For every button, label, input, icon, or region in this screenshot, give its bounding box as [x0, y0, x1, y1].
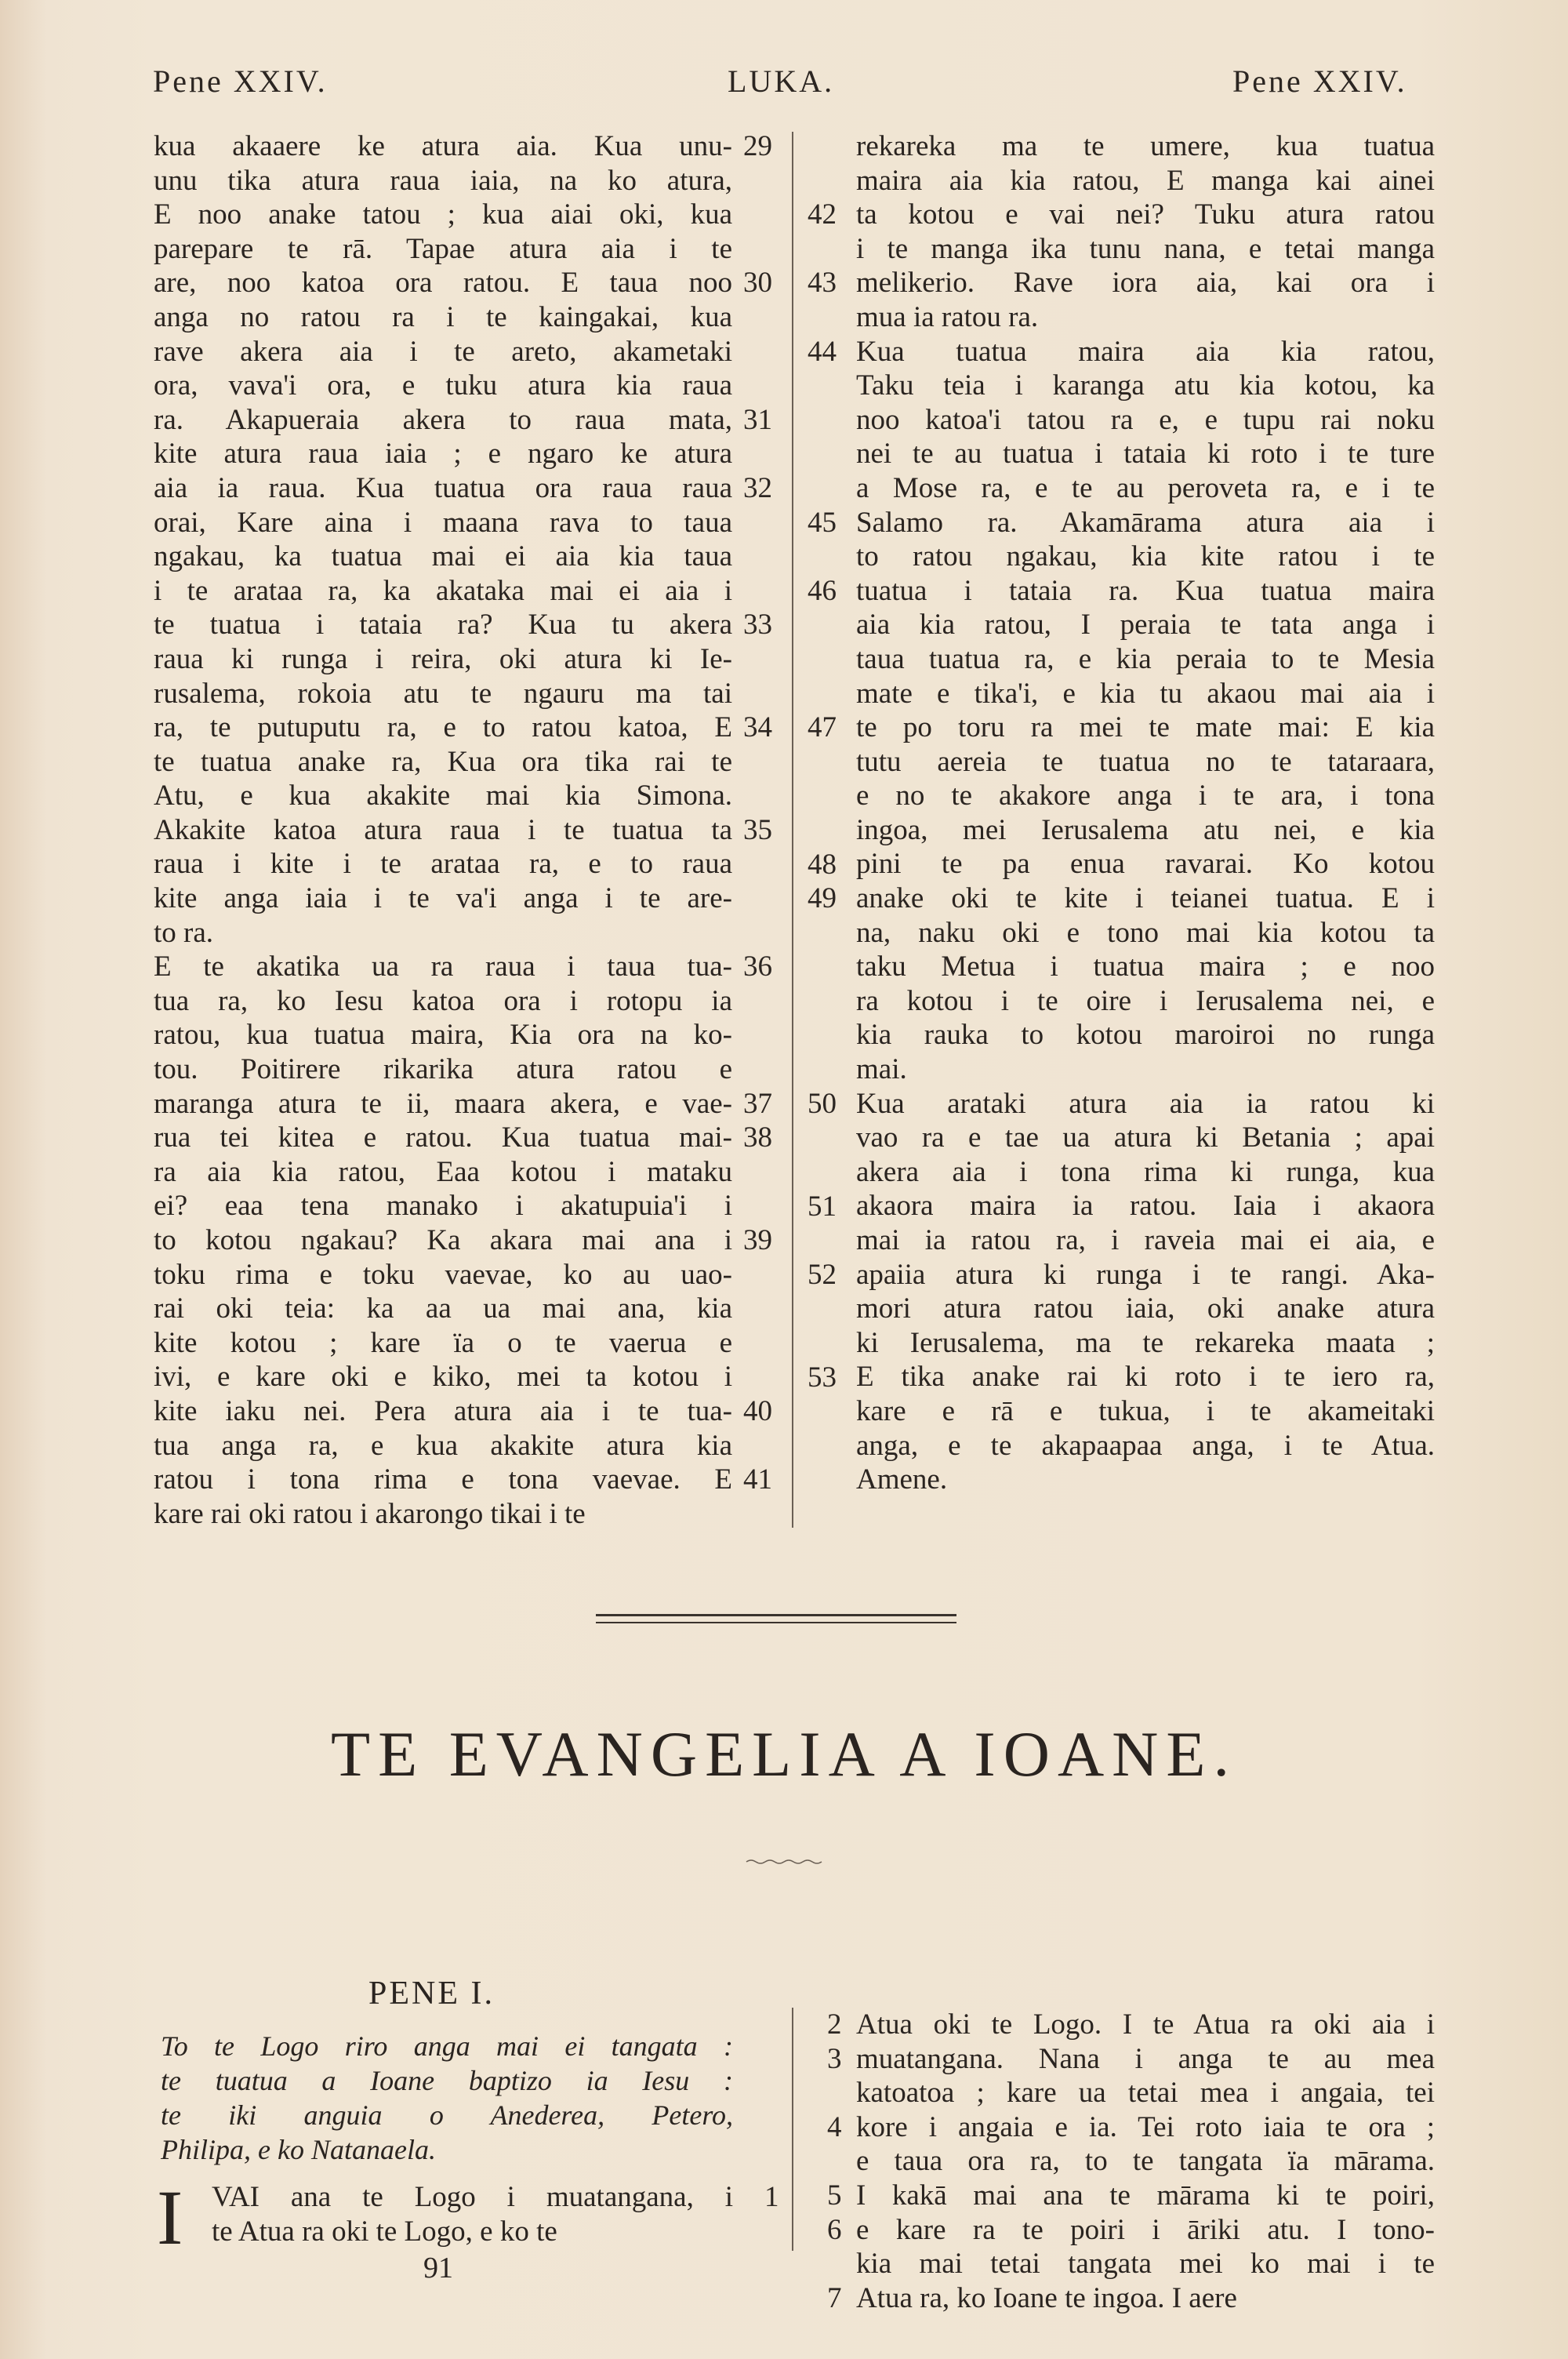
text-line: noo katoa'i tatou ra e, e tupu rai noku — [856, 403, 1435, 436]
text-line: toku rima e toku vaevae, ko au uao- — [154, 1258, 732, 1291]
verse-number: 3 — [827, 2042, 842, 2075]
text-line: maranga atura te ii, maara akera, e vae- — [154, 1087, 732, 1120]
text-line: VAI ana te Logo i muatangana, i — [212, 2181, 733, 2213]
text-line: kare e rā e tukua, i te akameitaki — [856, 1394, 1435, 1427]
verse-number: 53 — [808, 1361, 837, 1394]
verse-number: 4 — [827, 2110, 842, 2143]
text-line: mai. — [856, 1053, 907, 1086]
verse-number: 45 — [808, 506, 837, 539]
verse-number: 48 — [808, 848, 837, 881]
verse-number: 30 — [743, 267, 772, 300]
text-line: ra, te putuputu ra, e to ratou katoa, E — [154, 711, 732, 744]
text-line: tua ra, ko Iesu katoa ora i rotopu ia — [154, 984, 732, 1017]
verse-number: 36 — [743, 951, 772, 983]
text-line: e kare ra te poiri i āriki atu. I tono- — [856, 2213, 1435, 2246]
verse-number: 43 — [808, 267, 837, 300]
text-line: katoatoa ; kare ua tetai mea i angaia, tei — [856, 2077, 1435, 2110]
text-line: E te akatika ua ra raua i taua tua- — [154, 951, 732, 983]
verse-number: 38 — [743, 1121, 772, 1154]
text-line: Amene. — [856, 1463, 948, 1496]
text-line: parepare te rā. Tapae atura aia i te — [154, 232, 732, 265]
text-line: Atua oki te Logo. I te Atua ra oki aia i — [856, 2008, 1435, 2041]
text-line: kia mai tetai tangata mei ko mai i te — [856, 2248, 1435, 2281]
header-right-word: Pene — [1232, 64, 1303, 99]
text-line: Akakite katoa atura raua i te tuatua ta — [154, 813, 732, 846]
text-line: e taua ora ra, to te tangata ïa mārama. — [856, 2145, 1435, 2178]
text-line: ratou, kua tuatua maira, Kia ora na ko- — [154, 1019, 732, 1052]
verse-number: 51 — [808, 1190, 837, 1223]
text-line: aia ia raua. Kua tuatua ora raua raua — [154, 471, 732, 504]
verse-number: 37 — [743, 1087, 772, 1120]
text-line: raua ki runga i reira, oki atura ki Ie- — [154, 642, 732, 675]
running-header-left — [153, 63, 328, 100]
text-line: kare rai oki ratou i akarongo tikai i te — [154, 1497, 586, 1530]
verse-number: 50 — [808, 1087, 837, 1120]
verse-number: 31 — [743, 403, 772, 436]
text-line: kite anga iaia i te va'i anga i te are- — [154, 882, 732, 915]
text-line: a Mose ra, e te au peroveta ra, e i te — [856, 471, 1435, 504]
text-line: E tika anake rai ki roto i te iero ra, — [856, 1361, 1435, 1394]
verse-number: 7 — [827, 2281, 842, 2314]
verse-number: 2 — [827, 2008, 842, 2041]
verse-number: 42 — [808, 198, 837, 231]
text-line: Kua arataki atura aia ia ratou ki — [856, 1087, 1435, 1120]
verse-number: 46 — [808, 574, 837, 607]
chapter-heading: PENE I. — [368, 1976, 495, 2012]
header-right-chapter: XXIV. — [1312, 64, 1407, 99]
text-line: Philipa, e ko Natanaela. — [161, 2134, 436, 2165]
text-line: ta kotou e vai nei? Tuku atura ratou — [856, 198, 1435, 231]
text-line: tua anga ra, e kua akakite atura kia — [154, 1429, 732, 1462]
text-line: orai, Kare aina i maana rava to taua — [154, 506, 732, 539]
text-line: rua tei kitea e ratou. Kua tuatua mai- — [154, 1121, 732, 1154]
verse-number: 29 — [743, 130, 772, 162]
text-line: kite atura raua iaia ; e ngaro ke atura — [154, 438, 732, 471]
ornament-flourish — [745, 1857, 823, 1866]
text-line: rusalema, rokoia atu te ngauru ma tai — [154, 677, 732, 710]
text-line: melikerio. Rave iora aia, kai ora i — [856, 267, 1435, 300]
verse-number: 1 — [764, 2181, 779, 2213]
verse-number: 44 — [808, 335, 837, 368]
text-line: Kua tuatua maira aia kia ratou, — [856, 335, 1435, 368]
book-title: TE EVANGELIA A IOANE. — [331, 1718, 1237, 1790]
text-line: pini te pa enua ravarai. Ko kotou — [856, 848, 1435, 881]
text-line: apaiia atura ki runga i te rangi. Aka- — [856, 1258, 1435, 1291]
text-line: ratou i tona rima e tona vaevae. E — [154, 1463, 732, 1496]
text-line: ra kotou i te oire i Ierusalema nei, e — [856, 984, 1435, 1017]
text-line: te tuatua anake ra, Kua ora tika rai te — [154, 745, 732, 778]
text-line: te iki anguia o Anederea, Petero, — [161, 2099, 733, 2131]
text-line: mai ia ratou ra, i raveia mai ei aia, e — [856, 1224, 1435, 1256]
text-line: rai oki teia: ka aa ua mai ana, kia — [154, 1292, 732, 1325]
text-line: anga, e te akapaapaa anga, i te Atua. — [856, 1429, 1435, 1462]
section-rule-upper — [596, 1614, 956, 1616]
text-line: kite iaku nei. Pera atura aia i te tua- — [154, 1394, 732, 1427]
header-left-word: Pene — [153, 64, 223, 99]
text-line: rave akera aia i te areto, akametaki — [154, 335, 732, 368]
column-divider-top — [792, 132, 793, 1528]
text-line: mate e tika'i, e kia tu akaou mai aia i — [856, 677, 1435, 710]
text-line: to kotou ngakau? Ka akara mai ana i — [154, 1224, 732, 1256]
text-line: are, noo katoa ora ratou. E taua noo — [154, 267, 732, 300]
text-line: E noo anake tatou ; kua aiai oki, kua — [154, 198, 732, 231]
text-line: anake oki te kite i teianei tuatua. E i — [856, 882, 1435, 915]
verse-number: 49 — [808, 882, 837, 915]
text-line: taku Metua i tuatua maira ; e noo — [856, 951, 1435, 983]
chapter-summary — [161, 2029, 733, 2167]
text-line: muatangana. Nana i anga te au mea — [856, 2042, 1435, 2075]
text-line: na, naku oki e tono mai kia kotou ta — [856, 916, 1435, 949]
text-line: akaora maira ia ratou. Iaia i akaora — [856, 1190, 1435, 1223]
verse-number: 33 — [743, 609, 772, 642]
text-line: e no te akakore anga i te ara, i tona — [856, 780, 1435, 812]
text-line: te po toru ra mei te mate mai: E kia — [856, 711, 1435, 744]
running-header-right — [1232, 63, 1407, 100]
text-line: taua tuatua ra, e kia peraia to te Mesia — [856, 642, 1435, 675]
text-line: Salamo ra. Akamārama atura aia i — [856, 506, 1435, 539]
text-line: mori atura ratou iaia, oki anake atura — [856, 1292, 1435, 1325]
text-line: nei te au tuatua i tataia ki roto i te ture — [856, 438, 1435, 471]
verse-number: 40 — [743, 1395, 772, 1428]
text-line: aia kia ratou, I peraia te tata anga i — [856, 609, 1435, 642]
text-line: kore i angaia e ia. Tei roto iaia te ora ; — [856, 2110, 1435, 2143]
verse-number: 47 — [808, 711, 837, 744]
verse-number: 41 — [743, 1463, 772, 1496]
text-line: unu tika atura raua iaia, na ko atura, — [154, 164, 732, 197]
text-line: akera aia i tona rima ki runga, kua — [856, 1155, 1435, 1188]
text-line: ngakau, ka tuatua mai ei aia kia taua — [154, 540, 732, 573]
text-line: Atu, e kua akakite mai kia Simona. — [154, 780, 732, 812]
john-right-column — [856, 2008, 1435, 2315]
text-line: ki Ierusalema, ma te rekareka maata ; — [856, 1326, 1435, 1359]
text-line: te tuatua i tataia ra? Kua tu akera — [154, 609, 732, 642]
text-line: te tuatua a Ioane baptizo ia Iesu : — [161, 2065, 733, 2096]
verse-number: 5 — [827, 2179, 842, 2212]
text-line: anga no ratou ra i te kaingakai, kua — [154, 300, 732, 333]
verse-number: 52 — [808, 1258, 837, 1291]
text-line: kua akaaere ke atura aia. Kua unu- — [154, 130, 732, 162]
john-left-column — [212, 2180, 733, 2248]
text-line: raua i kite i te arataa ra, e to raua — [154, 848, 732, 881]
luke-left-column — [154, 129, 732, 1531]
running-header-book: LUKA. — [728, 64, 835, 99]
text-line: kite kotou ; kare ïa o te vaerua e — [154, 1326, 732, 1359]
text-line: kia rauka to kotou maroiroi no runga — [856, 1019, 1435, 1052]
page-number: 91 — [423, 2252, 453, 2284]
text-line: tou. Poitirere rikarika atura ratou e — [154, 1053, 732, 1086]
text-line: to ra. — [154, 916, 214, 949]
verse-number: 6 — [827, 2213, 842, 2246]
text-line: tuatua i tataia ra. Kua tuatua maira — [856, 574, 1435, 607]
text-line: to ratou ngakau, kia kite ratou i te — [856, 540, 1435, 573]
text-line: maira aia kia ratou, E manga kai ainei — [856, 164, 1435, 197]
verse-number: 39 — [743, 1224, 772, 1257]
text-line: i te arataa ra, ka akataka mai ei aia i — [154, 574, 732, 607]
text-line: ra aia kia ratou, Eaa kotou i mataku — [154, 1155, 732, 1188]
column-divider-bottom — [792, 2008, 793, 2251]
text-line: i te manga ika tunu nana, e tetai manga — [856, 232, 1435, 265]
text-line: rekareka ma te umere, kua tuatua — [856, 130, 1435, 162]
text-line: ora, vava'i ora, e tuku atura kia raua — [154, 369, 732, 402]
text-line: Atua ra, ko Ioane te ingoa. I aere — [856, 2281, 1237, 2314]
verse-number: 32 — [743, 472, 772, 504]
drop-cap: I — [157, 2174, 183, 2261]
text-line: tutu aereia te tuatua no te tataraara, — [856, 745, 1435, 778]
text-line: te Atua ra oki te Logo, e ko te — [212, 2215, 557, 2248]
text-line: mua ia ratou ra. — [856, 300, 1039, 333]
verse-number: 35 — [743, 814, 772, 846]
text-line: ra. Akapueraia akera to raua mata, — [154, 403, 732, 436]
luke-right-column — [856, 129, 1435, 1497]
text-line: To te Logo riro anga mai ei tangata : — [161, 2030, 733, 2062]
text-line: I kakā mai ana te mārama ki te poiri, — [856, 2179, 1435, 2212]
text-line: ei? eaa tena manako i akatupuia'i i — [154, 1190, 732, 1223]
header-left-chapter: XXIV. — [233, 64, 328, 99]
text-line: vao ra e tae ua atura ki Betania ; apai — [856, 1121, 1435, 1154]
text-line: ingoa, mei Ierusalema atu nei, e kia — [856, 813, 1435, 846]
verse-number: 34 — [743, 711, 772, 744]
text-line: Taku teia i karanga atu kia kotou, ka — [856, 369, 1435, 402]
text-line: ivi, e kare oki e kiko, mei ta kotou i — [154, 1361, 732, 1394]
section-rule-lower — [596, 1622, 956, 1623]
